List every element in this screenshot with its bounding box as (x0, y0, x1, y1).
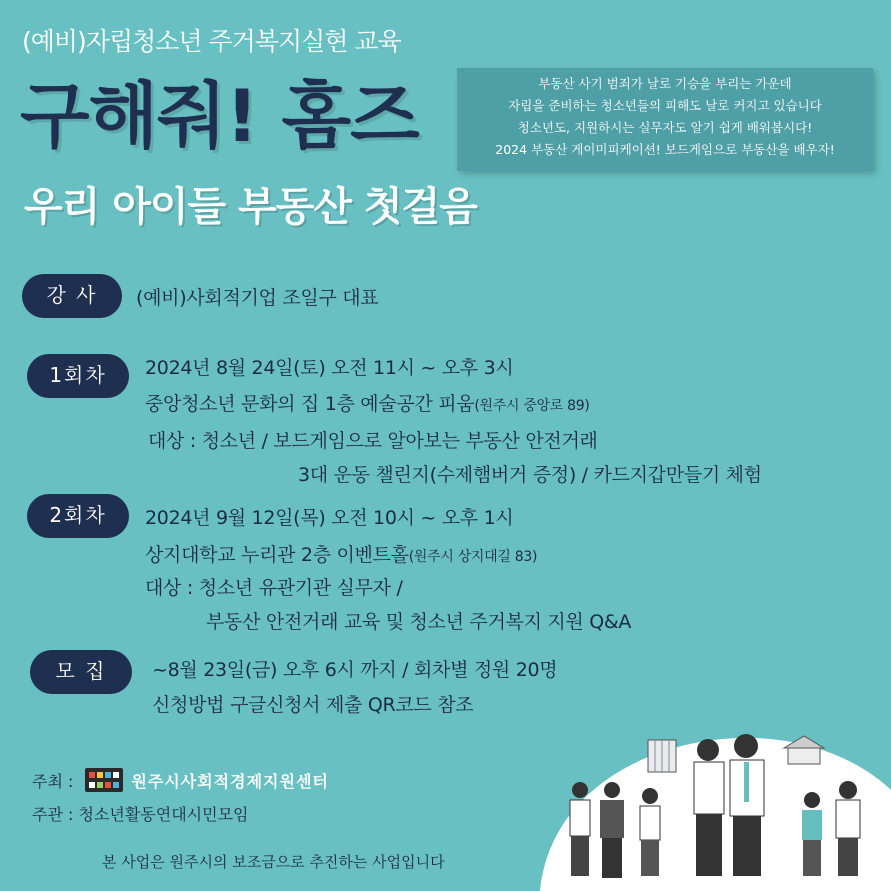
recruit-method: 신청방법 구글신청서 제출 QR코드 참조 (152, 694, 474, 716)
host-label: 주최 : (32, 771, 74, 791)
intro-line: 2024 부동산 게이미피케이션! 보드게임으로 부동산을 배우자! (495, 142, 835, 157)
host-logo-icon (85, 768, 123, 792)
sub-title: 우리 아이들 부동산 첫걸음 (24, 184, 477, 230)
intro-line: 청소년도, 지원하시는 실무자도 알기 쉽게 배워봅시다! (517, 120, 813, 135)
host-name: 원주시사회적경제지원센터 (131, 771, 329, 791)
intro-line: 자립을 준비하는 청소년들의 피해도 날로 커지고 있습니다 (508, 98, 822, 113)
session2-label: 2회차 (27, 494, 129, 538)
session1-label: 1회차 (27, 354, 129, 398)
session1-venue (145, 389, 590, 416)
people-illustration (540, 730, 891, 891)
session1-datetime: 2024년 8월 24일(토) 오전 11시 ~ 오후 3시 (145, 357, 514, 379)
session1-target-cont: 3대 운동 챌린지(수제햄버거 증정) / 카드지갑만들기 체험 (298, 464, 762, 486)
event-category-title: (예비)자립청소년 주거복지실현 교육 (22, 27, 401, 56)
organizer: 주관 : 청소년활동연대시민모임 (32, 805, 249, 824)
recruit-label: 모 집 (30, 650, 132, 694)
session2-datetime: 2024년 9월 12일(목) 오전 10시 ~ 오후 1시 (145, 507, 514, 529)
session1-venue-address: (원주시 중앙로 89) (474, 398, 590, 414)
intro-line: 부동산 사기 범죄가 날로 기승을 부리는 가운데 (538, 76, 792, 91)
main-title: 구해줘! 홈즈 (20, 74, 419, 158)
house-icon (784, 736, 824, 764)
session1-target: 대상 : 청소년 / 보드게임으로 알아보는 부동산 안전거래 (148, 430, 598, 452)
lecturer-label: 강 사 (22, 274, 122, 318)
session1-venue-name: 중앙청소년 문화의 집 1층 예술공간 피움 (145, 393, 475, 415)
session2-venue-name: 상지대학교 누리관 2층 이벤트홀 (145, 544, 409, 566)
session2-venue-address: (원주시 상지대길 83) (408, 549, 538, 565)
lecturer-value: (예비)사회적기업 조일구 대표 (136, 287, 379, 309)
funding-note: 본 사업은 원주시의 보조금으로 추진하는 사업입니다 (102, 853, 445, 871)
building-icon (648, 740, 676, 772)
intro-box (457, 68, 873, 171)
session2-target: 대상 : 청소년 유관기관 실무자 / (145, 577, 403, 599)
session2-venue (145, 540, 537, 567)
host-row (32, 768, 329, 792)
recruit-deadline: ~8월 23일(금) 오후 6시 까지 / 회차별 정원 20명 (152, 659, 558, 681)
session2-target-cont: 부동산 안전거래 교육 및 청소년 주거복지 지원 Q&A (206, 611, 632, 633)
